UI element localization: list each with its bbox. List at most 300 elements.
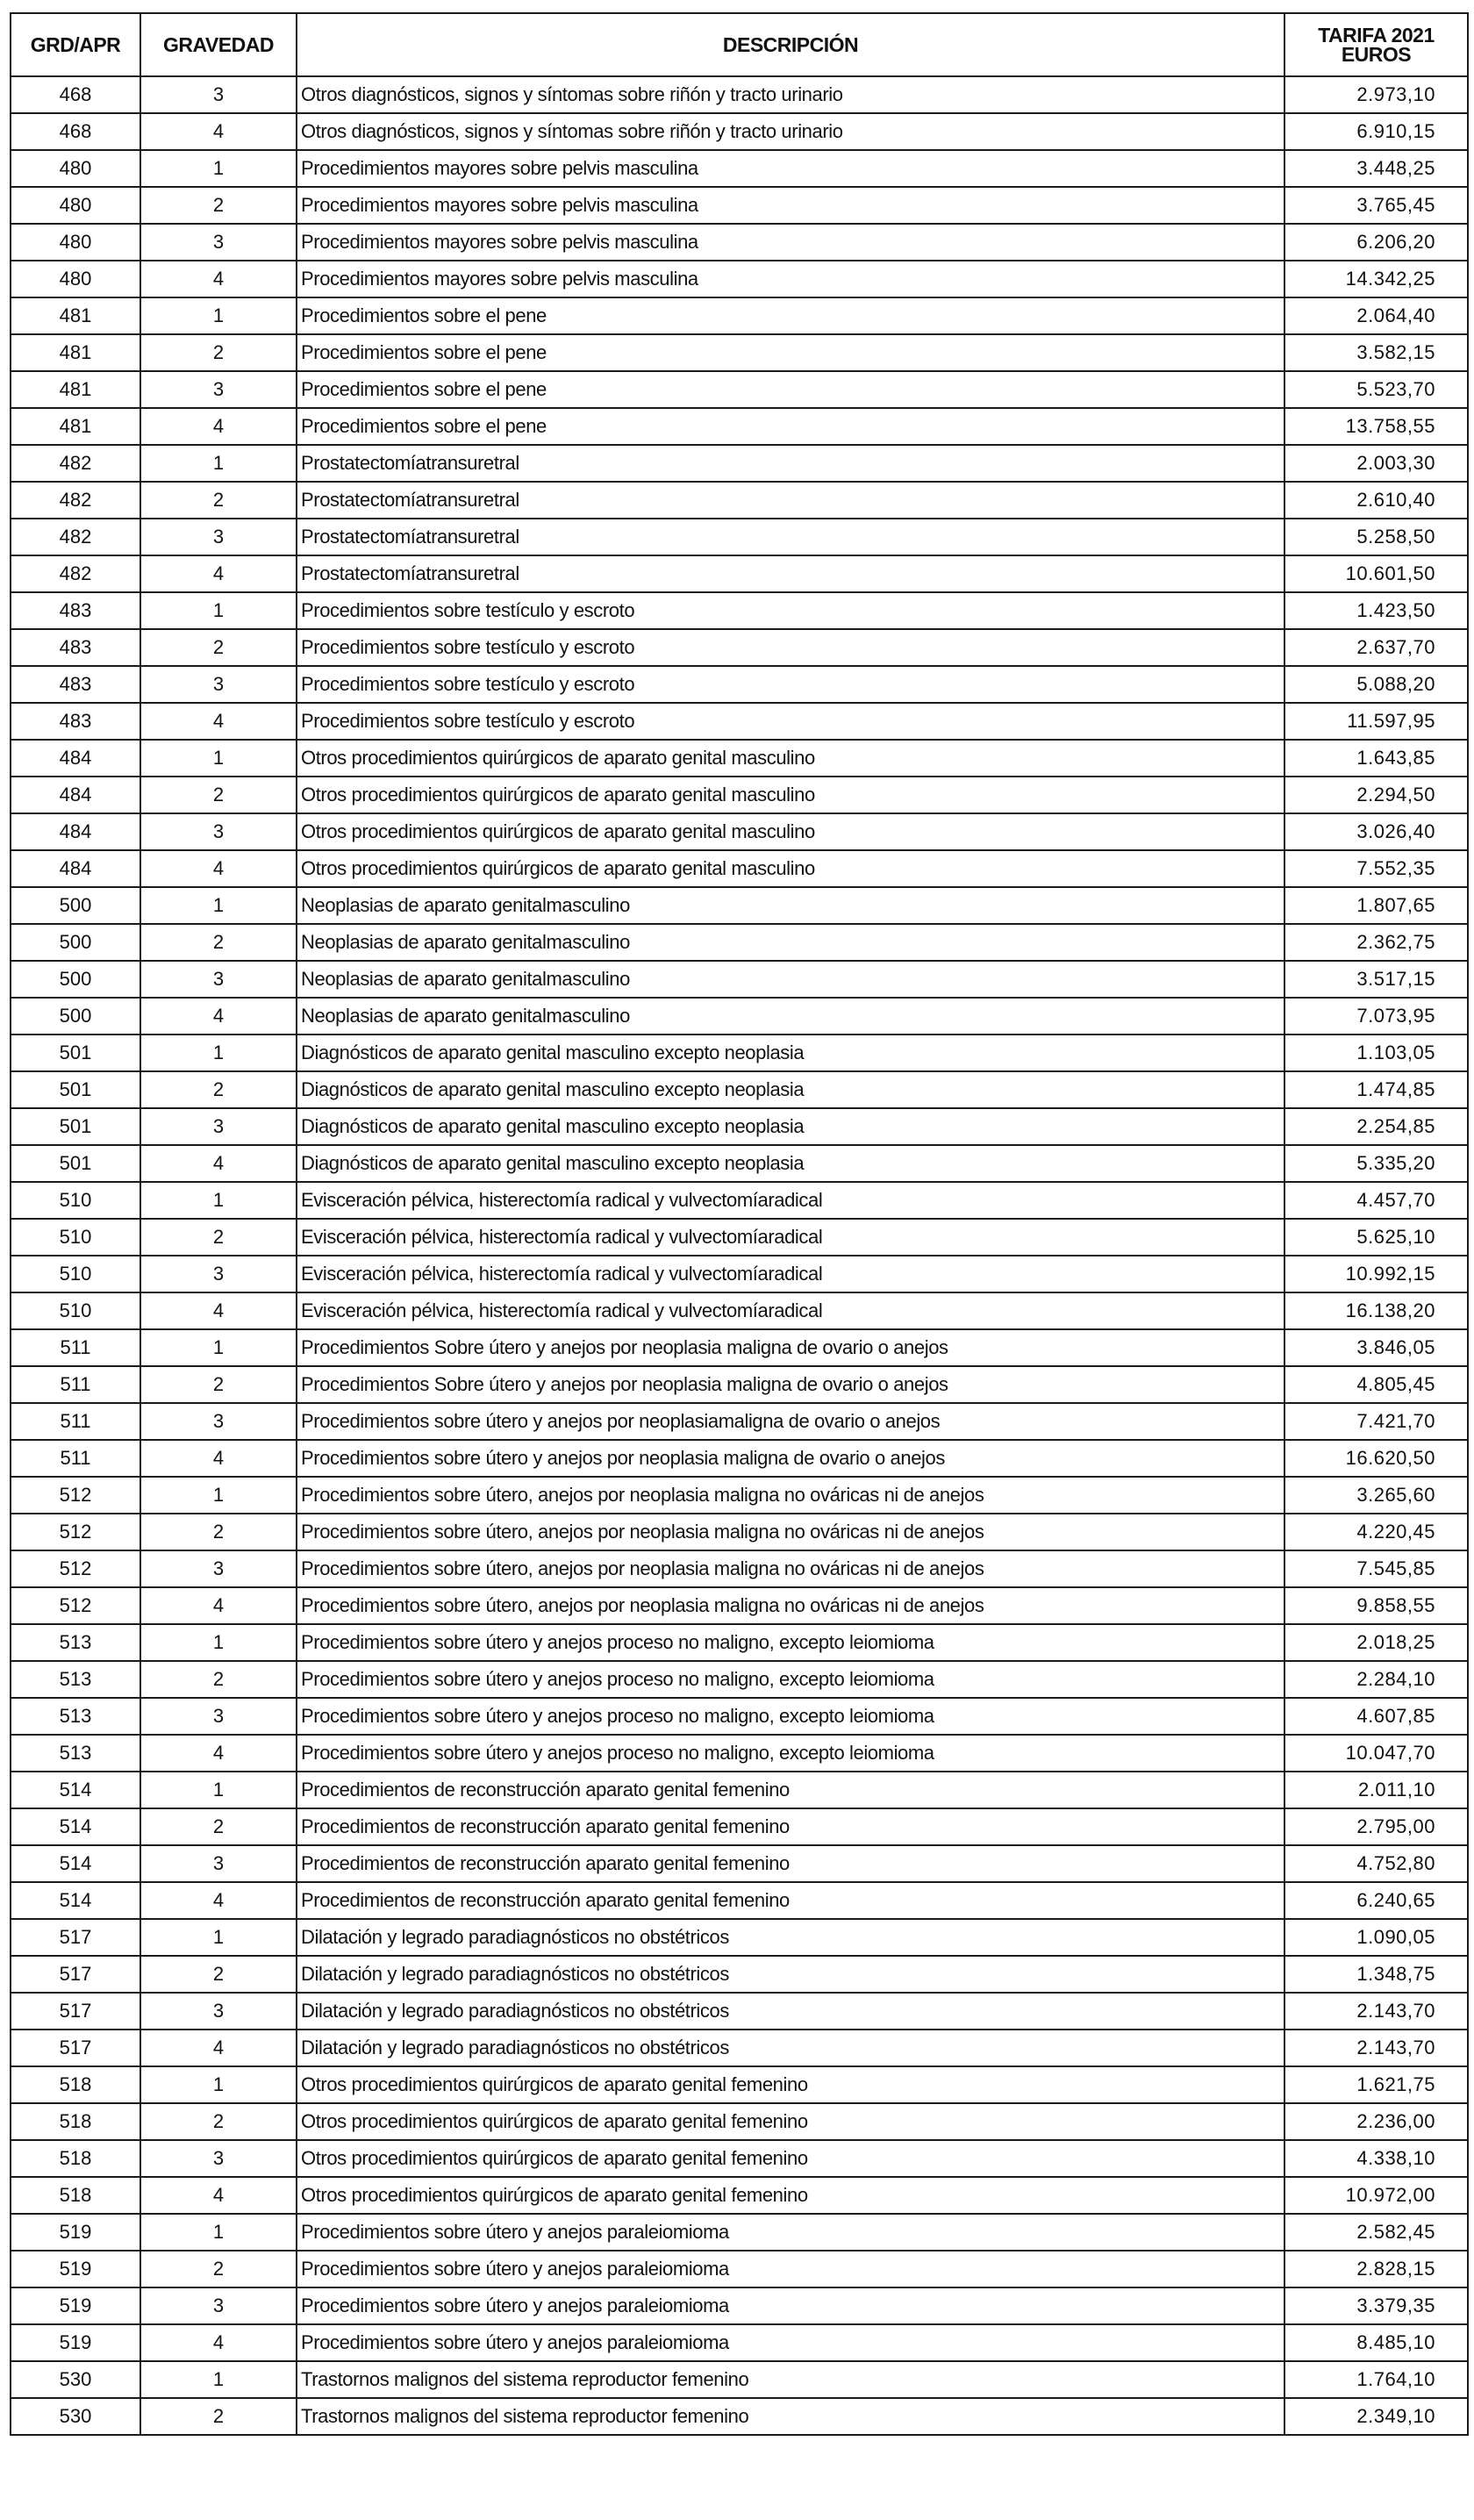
tarifa-cell: 1.474,85 [1284, 1071, 1468, 1108]
table-row [11, 1882, 1468, 1919]
grd-cell: 483 [11, 703, 140, 740]
gravedad-cell: 4 [140, 1735, 297, 1772]
tarifa-cell: 2.637,70 [1284, 629, 1468, 666]
table-row [11, 1993, 1468, 2030]
grd-cell: 518 [11, 2066, 140, 2103]
table-row [11, 261, 1468, 297]
table-row [11, 1440, 1468, 1477]
table-row [11, 555, 1468, 592]
grd-cell: 480 [11, 187, 140, 224]
gravedad-cell: 3 [140, 961, 297, 998]
gravedad-cell: 4 [140, 998, 297, 1034]
descripcion-cell: Procedimientos sobre útero y anejos por neoplasiamaligna de ovario o anejos [297, 1403, 1284, 1440]
grd-cell: 518 [11, 2140, 140, 2177]
descripcion-cell: Dilatación y legrado paradiagnósticos no obstétricos [297, 1993, 1284, 2030]
descripcion-cell: Trastornos malignos del sistema reproductor femenino [297, 2398, 1284, 2435]
gravedad-cell: 2 [140, 1808, 297, 1845]
gravedad-cell: 3 [140, 1403, 297, 1440]
gravedad-cell: 4 [140, 113, 297, 150]
tarifa-cell: 1.643,85 [1284, 740, 1468, 777]
descripcion-cell: Procedimientos sobre útero y anejos paraleiomioma [297, 2324, 1284, 2361]
gravedad-cell: 2 [140, 482, 297, 519]
grd-cell: 514 [11, 1772, 140, 1808]
tarifa-cell: 2.795,00 [1284, 1808, 1468, 1845]
tarifa-cell: 6.910,15 [1284, 113, 1468, 150]
grd-cell: 500 [11, 924, 140, 961]
tarifa-cell: 4.607,85 [1284, 1698, 1468, 1735]
grd-cell: 518 [11, 2177, 140, 2214]
tarifa-cell: 4.457,70 [1284, 1182, 1468, 1219]
tarifa-cell: 2.284,10 [1284, 1661, 1468, 1698]
tarifa-cell: 13.758,55 [1284, 408, 1468, 445]
grd-cell: 500 [11, 998, 140, 1034]
descripcion-cell: Evisceración pélvica, histerectomía radical y vulvectomíaradical [297, 1256, 1284, 1292]
gravedad-cell: 1 [140, 1624, 297, 1661]
gravedad-cell: 2 [140, 1514, 297, 1550]
table-row [11, 224, 1468, 261]
grd-cell: 481 [11, 371, 140, 408]
descripcion-cell: Procedimientos sobre útero, anejos por neoplasia maligna no ováricas ni de anejos [297, 1587, 1284, 1624]
table-row [11, 1477, 1468, 1514]
grd-cell: 517 [11, 1919, 140, 1956]
descripcion-cell: Procedimientos sobre el pene [297, 371, 1284, 408]
grd-cell: 511 [11, 1403, 140, 1440]
tarifa-cell: 3.379,35 [1284, 2287, 1468, 2324]
table-row [11, 1808, 1468, 1845]
descripcion-cell: Procedimientos sobre útero y anejos paraleiomioma [297, 2287, 1284, 2324]
descripcion-cell: Prostatectomíatransuretral [297, 445, 1284, 482]
gravedad-cell: 4 [140, 1587, 297, 1624]
grd-cell: 512 [11, 1514, 140, 1550]
tarifa-cell: 5.088,20 [1284, 666, 1468, 703]
table-row [11, 445, 1468, 482]
gravedad-cell: 4 [140, 1882, 297, 1919]
gravedad-cell: 1 [140, 150, 297, 187]
grd-cell: 530 [11, 2361, 140, 2398]
table-row [11, 2140, 1468, 2177]
grd-cell: 480 [11, 150, 140, 187]
tarifa-cell: 2.143,70 [1284, 1993, 1468, 2030]
table-row [11, 1256, 1468, 1292]
gravedad-cell: 1 [140, 445, 297, 482]
table-row [11, 2287, 1468, 2324]
tarifa-cell: 6.240,65 [1284, 1882, 1468, 1919]
descripcion-cell: Procedimientos sobre el pene [297, 297, 1284, 334]
descripcion-cell: Procedimientos Sobre útero y anejos por neoplasia maligna de ovario o anejos [297, 1366, 1284, 1403]
grd-cell: 480 [11, 261, 140, 297]
table-row [11, 998, 1468, 1034]
table-row [11, 1292, 1468, 1329]
gravedad-cell: 4 [140, 1292, 297, 1329]
table-row [11, 1698, 1468, 1735]
descripcion-cell: Neoplasias de aparato genitalmasculino [297, 887, 1284, 924]
grd-cell: 500 [11, 961, 140, 998]
descripcion-cell: Otros procedimientos quirúrgicos de aparato genital femenino [297, 2066, 1284, 2103]
tarifa-cell: 2.582,45 [1284, 2214, 1468, 2251]
header-row [11, 13, 1468, 76]
table-row [11, 813, 1468, 850]
gravedad-cell: 1 [140, 1477, 297, 1514]
gravedad-cell: 2 [140, 2103, 297, 2140]
tarifa-cell: 2.294,50 [1284, 777, 1468, 813]
tarifa-cell: 9.858,55 [1284, 1587, 1468, 1624]
descripcion-cell: Procedimientos sobre testículo y escroto [297, 629, 1284, 666]
table-row [11, 2398, 1468, 2435]
tarifa-cell: 5.258,50 [1284, 519, 1468, 555]
table-row [11, 1329, 1468, 1366]
table-row [11, 1182, 1468, 1219]
gravedad-cell: 1 [140, 887, 297, 924]
gravedad-cell: 1 [140, 740, 297, 777]
tarifa-cell: 2.018,25 [1284, 1624, 1468, 1661]
gravedad-cell: 4 [140, 2324, 297, 2361]
descripcion-cell: Otros procedimientos quirúrgicos de aparato genital femenino [297, 2103, 1284, 2140]
gravedad-cell: 2 [140, 1956, 297, 1993]
tarifa-cell: 7.545,85 [1284, 1550, 1468, 1587]
table-row [11, 1403, 1468, 1440]
descripcion-cell: Diagnósticos de aparato genital masculino excepto neoplasia [297, 1071, 1284, 1108]
grd-cell: 519 [11, 2324, 140, 2361]
descripcion-cell: Dilatación y legrado paradiagnósticos no obstétricos [297, 1919, 1284, 1956]
tarifa-cell: 16.620,50 [1284, 1440, 1468, 1477]
tarifa-cell: 2.011,10 [1284, 1772, 1468, 1808]
grd-cell: 481 [11, 408, 140, 445]
descripcion-cell: Procedimientos sobre útero y anejos proceso no maligno, excepto leiomioma [297, 1624, 1284, 1661]
tarifa-cell: 3.265,60 [1284, 1477, 1468, 1514]
gravedad-cell: 3 [140, 813, 297, 850]
grd-cell: 517 [11, 1993, 140, 2030]
tarifa-cell: 5.625,10 [1284, 1219, 1468, 1256]
grd-cell: 483 [11, 629, 140, 666]
gravedad-cell: 4 [140, 1440, 297, 1477]
gravedad-cell: 2 [140, 1071, 297, 1108]
tarifa-cell: 1.090,05 [1284, 1919, 1468, 1956]
gravedad-cell: 4 [140, 2177, 297, 2214]
descripcion-cell: Diagnósticos de aparato genital masculino excepto neoplasia [297, 1145, 1284, 1182]
grd-cell: 513 [11, 1661, 140, 1698]
grd-cell: 513 [11, 1735, 140, 1772]
tarifa-cell: 2.064,40 [1284, 297, 1468, 334]
table-row [11, 666, 1468, 703]
grd-cell: 510 [11, 1256, 140, 1292]
tarifa-cell: 2.003,30 [1284, 445, 1468, 482]
grd-cell: 468 [11, 113, 140, 150]
table-row [11, 519, 1468, 555]
descripcion-cell: Procedimientos sobre testículo y escroto [297, 703, 1284, 740]
gravedad-cell: 2 [140, 187, 297, 224]
table-row [11, 1956, 1468, 1993]
tarifa-cell: 2.610,40 [1284, 482, 1468, 519]
gravedad-cell: 4 [140, 261, 297, 297]
tarifa-cell: 1.423,50 [1284, 592, 1468, 629]
tarifa-cell: 16.138,20 [1284, 1292, 1468, 1329]
table-row [11, 777, 1468, 813]
descripcion-cell: Diagnósticos de aparato genital masculino excepto neoplasia [297, 1034, 1284, 1071]
grd-cell: 510 [11, 1182, 140, 1219]
descripcion-cell: Procedimientos sobre útero y anejos paraleiomioma [297, 2214, 1284, 2251]
gravedad-cell: 2 [140, 1661, 297, 1698]
gravedad-cell: 4 [140, 555, 297, 592]
gravedad-cell: 2 [140, 334, 297, 371]
grd-cell: 517 [11, 1956, 140, 1993]
table-row [11, 1145, 1468, 1182]
tarifa-cell: 8.485,10 [1284, 2324, 1468, 2361]
table-row [11, 150, 1468, 187]
table-row [11, 1550, 1468, 1587]
gravedad-cell: 3 [140, 1993, 297, 2030]
tarifa-cell: 14.342,25 [1284, 261, 1468, 297]
tarifa-cell: 2.828,15 [1284, 2251, 1468, 2287]
grd-cell: 519 [11, 2214, 140, 2251]
gravedad-cell: 1 [140, 1772, 297, 1808]
header-tarifa-line1: TARIFA 2021 [1318, 24, 1435, 47]
gravedad-cell: 3 [140, 666, 297, 703]
grd-cell: 501 [11, 1145, 140, 1182]
grd-cell: 484 [11, 777, 140, 813]
descripcion-cell: Procedimientos sobre testículo y escroto [297, 592, 1284, 629]
grd-cell: 512 [11, 1477, 140, 1514]
tarifa-cell: 6.206,20 [1284, 224, 1468, 261]
descripcion-cell: Neoplasias de aparato genitalmasculino [297, 998, 1284, 1034]
gravedad-cell: 4 [140, 2030, 297, 2066]
grd-cell: 481 [11, 297, 140, 334]
tarifa-cell: 2.143,70 [1284, 2030, 1468, 2066]
table-row [11, 334, 1468, 371]
table-row [11, 592, 1468, 629]
descripcion-cell: Otros procedimientos quirúrgicos de aparato genital masculino [297, 813, 1284, 850]
tarifa-cell: 3.582,15 [1284, 334, 1468, 371]
gravedad-cell: 1 [140, 2066, 297, 2103]
table-row [11, 113, 1468, 150]
descripcion-cell: Procedimientos de reconstrucción aparato genital femenino [297, 1882, 1284, 1919]
descripcion-cell: Procedimientos Sobre útero y anejos por neoplasia maligna de ovario o anejos [297, 1329, 1284, 1366]
table-row [11, 371, 1468, 408]
grd-cell: 482 [11, 482, 140, 519]
descripcion-cell: Evisceración pélvica, histerectomía radical y vulvectomíaradical [297, 1292, 1284, 1329]
tarifa-cell: 10.972,00 [1284, 2177, 1468, 2214]
tarifa-cell: 7.073,95 [1284, 998, 1468, 1034]
descripcion-cell: Procedimientos sobre útero y anejos proceso no maligno, excepto leiomioma [297, 1661, 1284, 1698]
tarifa-cell: 2.236,00 [1284, 2103, 1468, 2140]
table-row [11, 1366, 1468, 1403]
gravedad-cell: 3 [140, 1108, 297, 1145]
tarifa-cell: 2.349,10 [1284, 2398, 1468, 2435]
table-row [11, 2066, 1468, 2103]
grd-cell: 514 [11, 1845, 140, 1882]
tarifa-cell: 2.254,85 [1284, 1108, 1468, 1145]
gravedad-cell: 1 [140, 2214, 297, 2251]
gravedad-cell: 1 [140, 2361, 297, 2398]
gravedad-cell: 2 [140, 777, 297, 813]
gravedad-cell: 1 [140, 1182, 297, 1219]
gravedad-cell: 3 [140, 1845, 297, 1882]
grd-cell: 501 [11, 1071, 140, 1108]
tarifa-cell: 3.517,15 [1284, 961, 1468, 998]
grd-cell: 484 [11, 850, 140, 887]
gravedad-cell: 1 [140, 1919, 297, 1956]
header-tarifa-line2: EUROS [1341, 43, 1412, 66]
descripcion-cell: Procedimientos sobre útero, anejos por neoplasia maligna no ováricas ni de anejos [297, 1477, 1284, 1514]
table-row [11, 887, 1468, 924]
descripcion-cell: Procedimientos sobre útero y anejos por neoplasia maligna de ovario o anejos [297, 1440, 1284, 1477]
grd-cell: 482 [11, 555, 140, 592]
descripcion-cell: Procedimientos de reconstrucción aparato genital femenino [297, 1845, 1284, 1882]
gravedad-cell: 1 [140, 1034, 297, 1071]
descripcion-cell: Procedimientos de reconstrucción aparato genital femenino [297, 1772, 1284, 1808]
header-grd: GRD/APR [11, 13, 140, 76]
descripcion-cell: Otros procedimientos quirúrgicos de aparato genital masculino [297, 850, 1284, 887]
table-row [11, 2361, 1468, 2398]
descripcion-cell: Prostatectomíatransuretral [297, 519, 1284, 555]
gravedad-cell: 2 [140, 1219, 297, 1256]
gravedad-cell: 3 [140, 371, 297, 408]
descripcion-cell: Otros diagnósticos, signos y síntomas sobre riñón y tracto urinario [297, 76, 1284, 113]
table-row [11, 2177, 1468, 2214]
tarifa-cell: 1.764,10 [1284, 2361, 1468, 2398]
grd-cell: 517 [11, 2030, 140, 2066]
grd-cell: 511 [11, 1329, 140, 1366]
table-row [11, 1919, 1468, 1956]
descripcion-cell: Procedimientos sobre útero y anejos proceso no maligno, excepto leiomioma [297, 1735, 1284, 1772]
table-row [11, 1845, 1468, 1882]
descripcion-cell: Otros procedimientos quirúrgicos de aparato genital masculino [297, 777, 1284, 813]
gravedad-cell: 4 [140, 850, 297, 887]
table-row [11, 1772, 1468, 1808]
descripcion-cell: Trastornos malignos del sistema reproductor femenino [297, 2361, 1284, 2398]
table-row [11, 703, 1468, 740]
gravedad-cell: 2 [140, 2398, 297, 2435]
gravedad-cell: 4 [140, 703, 297, 740]
tarifa-cell: 3.765,45 [1284, 187, 1468, 224]
table-row [11, 1071, 1468, 1108]
tarifa-cell: 5.335,20 [1284, 1145, 1468, 1182]
descripcion-cell: Neoplasias de aparato genitalmasculino [297, 961, 1284, 998]
grd-cell: 483 [11, 592, 140, 629]
table-row [11, 1624, 1468, 1661]
gravedad-cell: 1 [140, 1329, 297, 1366]
descripcion-cell: Procedimientos mayores sobre pelvis masculina [297, 150, 1284, 187]
table-row [11, 1587, 1468, 1624]
grd-cell: 501 [11, 1034, 140, 1071]
gravedad-cell: 2 [140, 924, 297, 961]
header-gravedad: GRAVEDAD [140, 13, 297, 76]
grd-cell: 484 [11, 740, 140, 777]
descripcion-cell: Procedimientos sobre útero, anejos por neoplasia maligna no ováricas ni de anejos [297, 1550, 1284, 1587]
grd-cell: 514 [11, 1882, 140, 1919]
grd-cell: 500 [11, 887, 140, 924]
descripcion-cell: Procedimientos sobre el pene [297, 408, 1284, 445]
grd-cell: 513 [11, 1698, 140, 1735]
gravedad-cell: 2 [140, 629, 297, 666]
table-row [11, 1514, 1468, 1550]
gravedad-cell: 3 [140, 1550, 297, 1587]
tarifa-cell: 10.601,50 [1284, 555, 1468, 592]
table-row [11, 297, 1468, 334]
table-row [11, 2251, 1468, 2287]
table-row [11, 187, 1468, 224]
grd-cell: 510 [11, 1219, 140, 1256]
tarifa-cell: 2.362,75 [1284, 924, 1468, 961]
descripcion-cell: Procedimientos sobre útero y anejos proceso no maligno, excepto leiomioma [297, 1698, 1284, 1735]
descripcion-cell: Evisceración pélvica, histerectomía radical y vulvectomíaradical [297, 1219, 1284, 1256]
descripcion-cell: Diagnósticos de aparato genital masculino excepto neoplasia [297, 1108, 1284, 1145]
descripcion-cell: Procedimientos sobre testículo y escroto [297, 666, 1284, 703]
grd-cell: 511 [11, 1440, 140, 1477]
table-row [11, 850, 1468, 887]
tarifa-cell: 2.973,10 [1284, 76, 1468, 113]
table-row [11, 408, 1468, 445]
descripcion-cell: Otros procedimientos quirúrgicos de aparato genital masculino [297, 740, 1284, 777]
table-row [11, 629, 1468, 666]
table-row [11, 740, 1468, 777]
gravedad-cell: 3 [140, 2287, 297, 2324]
tarifa-cell: 4.338,10 [1284, 2140, 1468, 2177]
descripcion-cell: Neoplasias de aparato genitalmasculino [297, 924, 1284, 961]
descripcion-cell: Otros procedimientos quirúrgicos de aparato genital femenino [297, 2177, 1284, 2214]
header-tarifa [1284, 13, 1468, 76]
descripcion-cell: Procedimientos mayores sobre pelvis masculina [297, 187, 1284, 224]
tarifa-cell: 3.026,40 [1284, 813, 1468, 850]
grd-cell: 512 [11, 1587, 140, 1624]
grd-cell: 512 [11, 1550, 140, 1587]
grd-cell: 484 [11, 813, 140, 850]
grd-cell: 482 [11, 519, 140, 555]
tarifa-cell: 11.597,95 [1284, 703, 1468, 740]
gravedad-cell: 3 [140, 1256, 297, 1292]
descripcion-cell: Procedimientos de reconstrucción aparato genital femenino [297, 1808, 1284, 1845]
gravedad-cell: 3 [140, 76, 297, 113]
header-descripcion: DESCRIPCIÓN [297, 13, 1284, 76]
tarifa-cell: 1.103,05 [1284, 1034, 1468, 1071]
tarifa-cell: 7.552,35 [1284, 850, 1468, 887]
tarifa-cell: 10.992,15 [1284, 1256, 1468, 1292]
gravedad-cell: 3 [140, 1698, 297, 1735]
tarifa-cell: 5.523,70 [1284, 371, 1468, 408]
table-row [11, 1661, 1468, 1698]
grd-cell: 514 [11, 1808, 140, 1845]
grd-cell: 530 [11, 2398, 140, 2435]
grd-cell: 518 [11, 2103, 140, 2140]
tarifa-cell: 1.621,75 [1284, 2066, 1468, 2103]
gravedad-cell: 3 [140, 519, 297, 555]
grd-cell: 482 [11, 445, 140, 482]
descripcion-cell: Procedimientos sobre el pene [297, 334, 1284, 371]
table-row [11, 2030, 1468, 2066]
tarifa-cell: 4.220,45 [1284, 1514, 1468, 1550]
table-row [11, 2324, 1468, 2361]
descripcion-cell: Dilatación y legrado paradiagnósticos no obstétricos [297, 1956, 1284, 1993]
tariff-table [10, 12, 1469, 2436]
grd-cell: 501 [11, 1108, 140, 1145]
gravedad-cell: 1 [140, 297, 297, 334]
gravedad-cell: 4 [140, 1145, 297, 1182]
descripcion-cell: Dilatación y legrado paradiagnósticos no obstétricos [297, 2030, 1284, 2066]
table-row [11, 482, 1468, 519]
table-body [11, 76, 1468, 2435]
descripcion-cell: Otros procedimientos quirúrgicos de aparato genital femenino [297, 2140, 1284, 2177]
table-row [11, 961, 1468, 998]
table-row [11, 2214, 1468, 2251]
table-row [11, 1034, 1468, 1071]
descripcion-cell: Prostatectomíatransuretral [297, 482, 1284, 519]
gravedad-cell: 2 [140, 1366, 297, 1403]
table-row [11, 1219, 1468, 1256]
tarifa-cell: 7.421,70 [1284, 1403, 1468, 1440]
tarifa-cell: 4.805,45 [1284, 1366, 1468, 1403]
grd-cell: 481 [11, 334, 140, 371]
descripcion-cell: Evisceración pélvica, histerectomía radical y vulvectomíaradical [297, 1182, 1284, 1219]
table-row [11, 2103, 1468, 2140]
